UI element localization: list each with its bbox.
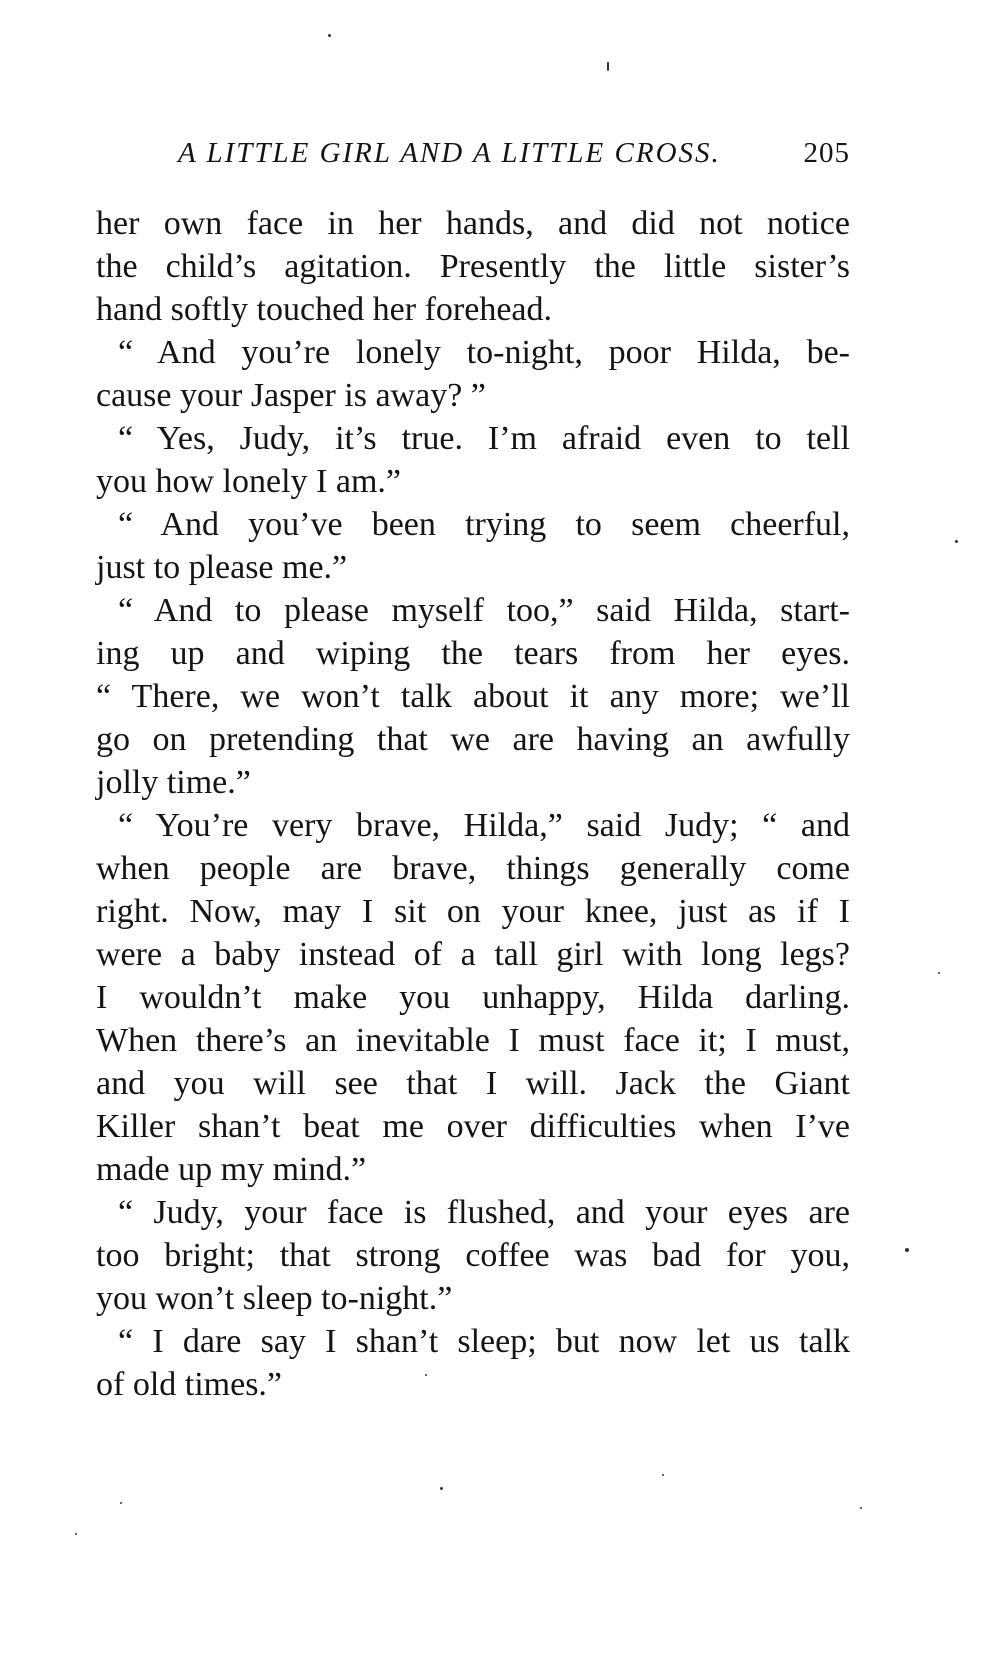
text-line: of old times.”	[96, 1366, 283, 1403]
text-line: were a baby instead of a tall girl with long legs?	[96, 936, 850, 973]
text-line: “ You’re very brave, Hilda,” said Judy; “ and	[118, 807, 850, 844]
text-line: you won’t sleep to-night.”	[96, 1280, 453, 1317]
body-text	[96, 202, 850, 1406]
text-line: Killer shan’t beat me over difficulties when I’ve	[96, 1108, 850, 1145]
scan-speck	[860, 1507, 862, 1509]
text-line: just to please me.”	[96, 549, 348, 586]
text-line: “ Judy, your face is flushed, and your eyes are	[118, 1194, 850, 1231]
text-line: go on pretending that we are having an awfully	[96, 721, 850, 758]
scan-speck	[607, 62, 609, 71]
text-line: the child’s agitation. Presently the little sister’s	[96, 248, 850, 285]
text-line: ing up and wiping the tears from her eyes.	[96, 635, 850, 672]
scan-speck	[425, 1374, 427, 1376]
text-line: made up my mind.”	[96, 1151, 367, 1188]
scan-speck	[938, 972, 940, 974]
text-line: “ And to please myself too,” said Hilda, start-	[118, 592, 850, 629]
scan-speck	[440, 1487, 443, 1490]
running-title: A LITTLE GIRL AND A LITTLE CROSS.	[178, 137, 721, 169]
text-line: “ Yes, Judy, it’s true. I’m afraid even to tell	[118, 420, 850, 457]
scan-speck	[328, 34, 331, 37]
text-line: “ There, we won’t talk about it any more; we’ll	[96, 678, 850, 715]
text-line: “ And you’re lonely to-night, poor Hilda, be-	[118, 334, 850, 371]
text-line: her own face in her hands, and did not notice	[96, 205, 850, 242]
scan-speck	[662, 1474, 664, 1476]
scan-speck	[120, 1502, 122, 1504]
text-line: too bright; that strong coffee was bad for you,	[96, 1237, 850, 1274]
text-line: “ I dare say I shan’t sleep; but now let us talk	[118, 1323, 850, 1360]
page-number: 205	[803, 137, 850, 169]
text-line: when people are brave, things generally come	[96, 850, 850, 887]
text-line: you how lonely I am.”	[96, 463, 401, 500]
scan-speck	[905, 1248, 909, 1252]
text-line: right. Now, may I sit on your knee, just as if I	[96, 893, 850, 930]
running-header	[160, 137, 850, 177]
text-line: “ And you’ve been trying to seem cheerful,	[118, 506, 850, 543]
scan-speck	[75, 1533, 77, 1535]
scan-speck	[955, 540, 958, 543]
text-line: I wouldn’t make you unhappy, Hilda darling.	[96, 979, 850, 1016]
text-line: When there’s an inevitable I must face it; I must,	[96, 1022, 850, 1059]
text-line: and you will see that I will. Jack the Giant	[96, 1065, 850, 1102]
text-line: cause your Jasper is away? ”	[96, 377, 486, 414]
text-line: hand softly touched her forehead.	[96, 291, 552, 328]
text-line: jolly time.”	[96, 764, 251, 801]
